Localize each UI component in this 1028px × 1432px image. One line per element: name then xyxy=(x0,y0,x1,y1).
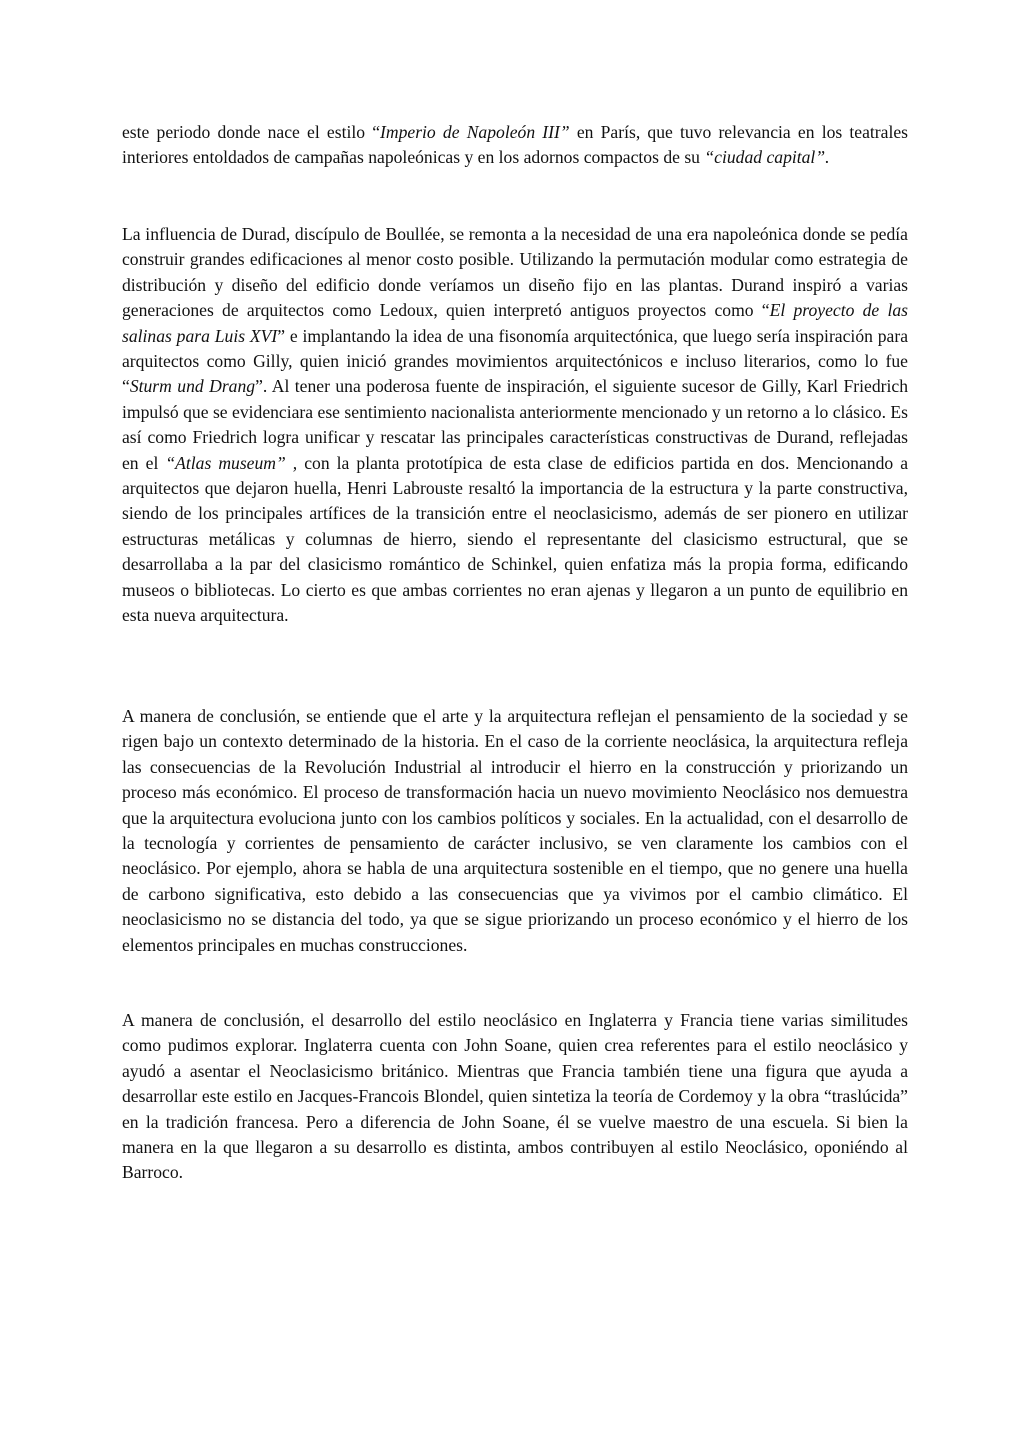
text-run: A manera de conclusión, se entiende que el arte y la arquitectura reflejan el pensamiento de la sociedad y se rigen bajo un contexto determinado de la historia. En el caso de la corriente neoclásica, la arquitectura refleja las consecuencias de la Revolución Industrial al introducir el hierro en la construcción y priorizando un proceso más económico. El proceso de transformación hacia un nuevo movimiento Neoclásico nos demuestra que la arquitectura evoluciona junto con los cambios políticos y sociales. En la actualidad, con el desarrollo de la tecnología y corrientes de pensamiento de carácter inclusivo, se ven claramente los cambios con el neoclásico. Por ejemplo, ahora se habla de una arquitectura sostenible en el tiempo, que no genere una huella de carbono significativa, esto debido a las consecuencias que ya vivimos por el cambio climático. El neoclasicismo no se distancia del todo, ya que se sigue priorizando un proceso económico y el hierro de los elementos principales en muchas construcciones. xyxy=(122,706,908,955)
text-run: ”. Al tener una poderosa fuente de inspiración, el siguiente sucesor de Gilly, Karl Friedrich impulsó que se evidenciara ese sentimiento nacionalista anteriormente mencionado y un retorno a lo clásico. Es así como Friedrich logra unificar y rescatar las principales características constructivas de Durand, reflejadas en el xyxy=(122,376,908,473)
paragraph-napoleon-style xyxy=(122,120,908,171)
paragraph-durand-influence xyxy=(122,222,908,629)
text-run: La influencia de Durad, discípulo de Boullée, se remonta a la necesidad de una era napoleónica donde se pedía construir grandes edificaciones al menor costo posible. Utilizando la permutación modular como estrategia de distribución y diseño del edificio donde veríamos un diseño fijo en las plantas. Durand inspiró a varias generaciones de arquitectos como Ledoux, quien interpretó antiguos proyectos como “ xyxy=(122,224,908,321)
paragraph-conclusion-1 xyxy=(122,704,908,958)
text-run: este periodo donde nace el estilo “ xyxy=(122,122,381,142)
text-run: con la planta prototípica de esta clase de edificios partida en dos. Mencionando a arquitectos que dejaron huella, Henri Labrouste resaltó la importancia de la estructura y la parte constructiva, siendo de los principales artífices de la transición entre el neoclasicismo, además de ser pionero en utilizar estructuras metálicas y columnas de hierro, siendo el representante del clasicismo estructural, que se desarrollaba a la par del clasicismo romántico de Schinkel, quien enfatiza más la propia forma, edificando museos o bibliotecas. Lo cierto es que ambas corrientes no eran ajenas y llegaron a un punto de equilibrio en esta nueva arquitectura. xyxy=(122,452,909,626)
text-run: ” e implantando la idea de una fisonomía arquitectónica, que luego sería inspiración para arquitectos como Gilly, quien inició grandes movimientos arquitectónicos e incluso literarios, como lo fue “ xyxy=(122,325,908,397)
italic-run: “Atlas museum” , xyxy=(165,452,298,473)
italic-run: El proyecto de las salinas para Luis XVI xyxy=(122,300,908,346)
italic-run: Imperio de Napoleón III” xyxy=(380,122,570,142)
text-run: en París, que tuvo relevancia en los teatrales interiores entoldados de campañas napoleónicas y en los adornos compactos de su xyxy=(122,122,909,168)
italic-run: “ciudad capital”. xyxy=(704,147,830,168)
italic-run: Sturm und Drang xyxy=(129,376,256,397)
text-run: A manera de conclusión, el desarrollo del estilo neoclásico en Inglaterra y Francia tiene varias similitudes como pudimos explorar. Inglaterra cuenta con John Soane, quien crea referentes para el estilo neoclásico y ayudó a asentar el Neoclasicismo británico. Mientras que Francia también tiene una figura que ayuda a desarrollar este estilo en Jacques-Francois Blondel, quien sintetiza la teoría de Cordemoy y la obra “traslúcida” en la tradición francesa. Pero a diferencia de John Soane, él se vuelve maestro de una escuela. Si bien la manera en la que llegaron a su desarrollo es distinta, ambos contribuyen al estilo Neoclásico, oponiéndo al Barroco. xyxy=(122,1010,908,1183)
paragraph-conclusion-2 xyxy=(122,1008,908,1186)
